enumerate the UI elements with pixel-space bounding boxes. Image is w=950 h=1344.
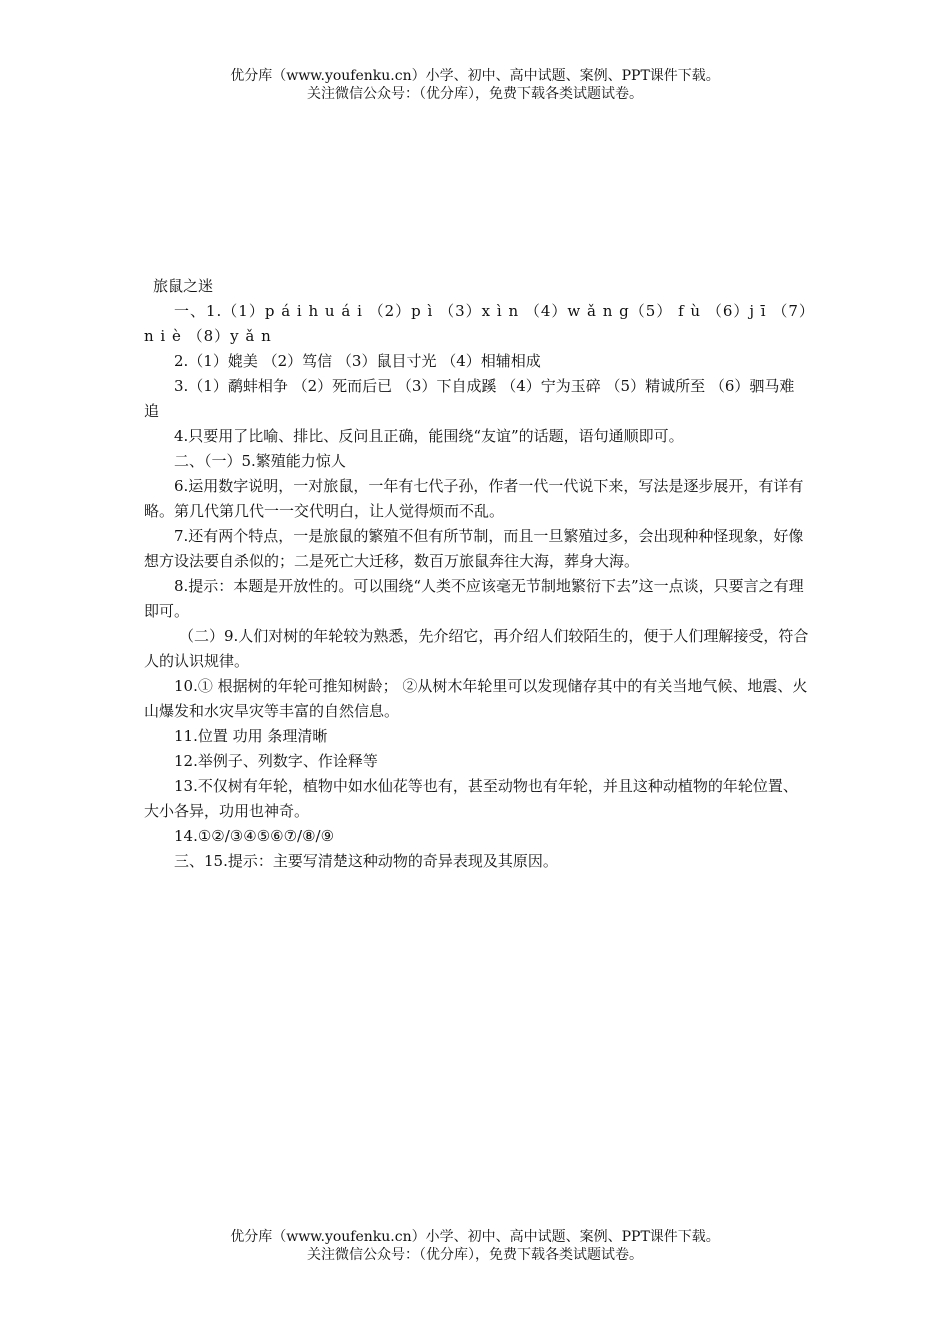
answer-paragraph: 4.只要用了比喻、排比、反问且正确，能围绕“友谊”的话题，语句通顺即可。 (174, 427, 684, 445)
answer-paragraph: 13.不仅树有年轮，植物中如水仙花等也有，甚至动物也有年轮，并且这种动植物的年轮位置、大小各异，功用也神奇。 (144, 777, 798, 820)
answer-paragraph: 二、（一）5.繁殖能力惊人 (174, 452, 346, 470)
header-line-1: 优分库（www.youfenku.cn）小学、初中、高中试题、案例、PPT课件下载。 (230, 68, 720, 84)
answer-paragraph: 2.（1）媲美 （2）笃信 （3）鼠目寸光 （4）相辅相成 (174, 352, 541, 370)
answer-body (144, 299, 809, 874)
answer-paragraph: 11.位置 功用 条理清晰 (174, 727, 328, 745)
answer-paragraph: 14.①②/③④⑤⑥⑦/⑧/⑨ (174, 827, 335, 845)
answer-paragraph: 7.还有两个特点，一是旅鼠的繁殖不但有所节制，而且一旦繁殖过多，会出现种种怪现象，好像想方设法要自杀似的；二是死亡大迁移，数百万旅鼠奔往大海，葬身大海。 (144, 527, 804, 570)
answer-paragraph-pinyin: 一、1.（1）p á i h u á i （2）p ì （3）x ì n （4）w ǎ n g（5） f ù （6）j ī （7）n i è （8）y ǎ n (144, 302, 808, 345)
header-line-2: 关注微信公众号：（优分库），免费下载各类试题试卷。 (307, 86, 643, 102)
answer-paragraph: 6.运用数字说明，一对旅鼠，一年有七代子孙，作者一代一代说下来，写法是逐步展开，有详有略。第几代第几代一一交代明白，让人觉得烦而不乱。 (144, 477, 804, 520)
answer-paragraph: 12.举例子、列数字、作诠释等 (174, 752, 378, 770)
document-title: 旅鼠之迷 (153, 277, 214, 295)
page-footer (0, 1228, 950, 1264)
page-header (0, 67, 950, 103)
answer-paragraph: 10.① 根据树的年轮可推知树龄； ②从树木年轮里可以发现储存其中的有关当地气候、地震、火山爆发和水灾旱灾等丰富的自然信息。 (144, 677, 808, 720)
answer-paragraph: （二）9.人们对树的年轮较为熟悉，先介绍它，再介绍人们较陌生的，便于人们理解接受，符合人的认识规律。 (144, 627, 809, 670)
footer-line-2: 关注微信公众号：（优分库），免费下载各类试题试卷。 (307, 1247, 643, 1263)
footer-line-1: 优分库（www.youfenku.cn）小学、初中、高中试题、案例、PPT课件下载。 (230, 1229, 720, 1245)
answer-paragraph: 8.提示：本题是开放性的。可以围绕“人类不应该毫无节制地繁衍下去”这一点谈，只要言之有理即可。 (144, 577, 804, 620)
answer-paragraph: 三、15.提示：主要写清楚这种动物的奇异表现及其原因。 (174, 852, 558, 870)
answer-paragraph: 3.（1）鹬蚌相争 （2）死而后已 （3）下自成蹊 （4）宁为玉碎 （5）精诚所至 （6）驷马难追 (144, 377, 795, 420)
